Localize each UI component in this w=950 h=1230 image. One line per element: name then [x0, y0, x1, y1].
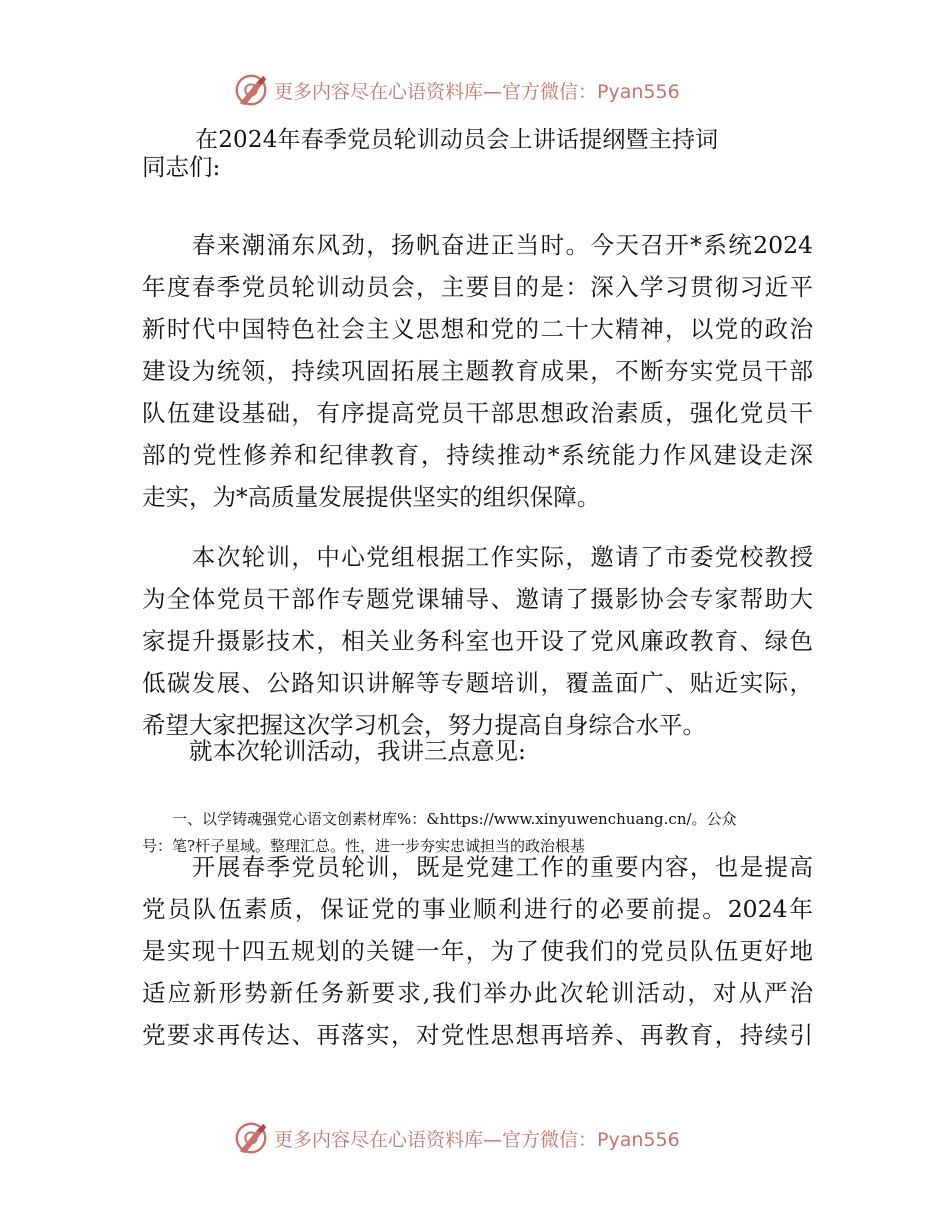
heading-line: 号：笔?杆子星域。整理汇总。性，进一步夯实忠诚担当的政治根基 — [142, 837, 586, 855]
text-line: 走实，为*高质量发展提供坚实的组织保障。 — [142, 483, 601, 511]
pen-logo-icon — [232, 71, 270, 109]
text-line: 队伍建设基础，有序提高党员干部思想政治素质，强化党员干 — [142, 399, 813, 427]
paragraph-opening — [142, 224, 813, 518]
text-line: 本次轮训，中心党组根据工作实际，邀请了市委党校教授 — [142, 543, 813, 571]
paragraph-section-one — [142, 846, 813, 1056]
heading-line: 一、以学铸魂强党心语文创素材库%：&https://www.xinyuwenchuang.cn/。公众 — [142, 810, 737, 828]
text-line: 开展春季党员轮训，既是党建工作的重要内容，也是提高 — [142, 853, 813, 881]
watermark-banner-bottom — [232, 1118, 680, 1158]
text-line: 新时代中国特色社会主义思想和党的二十大精神，以党的政治 — [142, 315, 813, 343]
text-line: 建设为统领，持续巩固拓展主题教育成果，不断夯实党员干部 — [142, 357, 813, 385]
text-line: 为全体党员干部作专题党课辅导、邀请了摄影协会专家帮助大 — [142, 585, 813, 613]
salutation-text: 同志们: — [142, 153, 221, 181]
text-line: 希望大家把握这次学习机会，努力提高自身综合水平。 — [142, 711, 706, 739]
pen-logo-icon — [232, 1119, 270, 1157]
document-title: 在2024年春季党员轮训动员会上讲话提纲暨主持词 — [195, 127, 719, 153]
salutation — [142, 146, 813, 188]
paragraph-intro-points — [142, 730, 813, 772]
text-line: 是实现十四五规划的关键一年，为了使我们的党员队伍更好地 — [142, 937, 813, 965]
watermark-text: 更多内容尽在心语资料库—官方微信：Pyan556 — [274, 1128, 680, 1151]
text-line: 春来潮涌东风劲，扬帆奋进正当时。今天召开*系统2024 — [142, 231, 813, 259]
text-line: 部的党性修养和纪律教育，持续推动*系统能力作风建设走深 — [142, 441, 813, 469]
paragraph-training — [142, 536, 813, 746]
watermark-text: 更多内容尽在心语资料库—官方微信：Pyan556 — [274, 80, 680, 103]
text-line: 党员队伍素质，保证党的事业顺利进行的必要前提。2024年 — [142, 895, 813, 923]
text-line: 适应新形势新任务新要求,我们举办此次轮训活动，对从严治 — [142, 979, 813, 1007]
text-line: 党要求再传达、再落实，对党性思想再培养、再教育，持续引 — [142, 1021, 813, 1049]
text-line: 家提升摄影技术，相关业务科室也开设了党风廉政教育、绿色 — [142, 627, 813, 655]
text-line: 年度春季党员轮训动员会，主要目的是：深入学习贯彻习近平 — [142, 273, 813, 301]
watermark-banner-top — [232, 70, 680, 110]
text-line: 就本次轮训活动，我讲三点意见: — [142, 737, 526, 765]
text-line: 低碳发展、公路知识讲解等专题培训，覆盖面广、贴近实际， — [142, 669, 813, 697]
